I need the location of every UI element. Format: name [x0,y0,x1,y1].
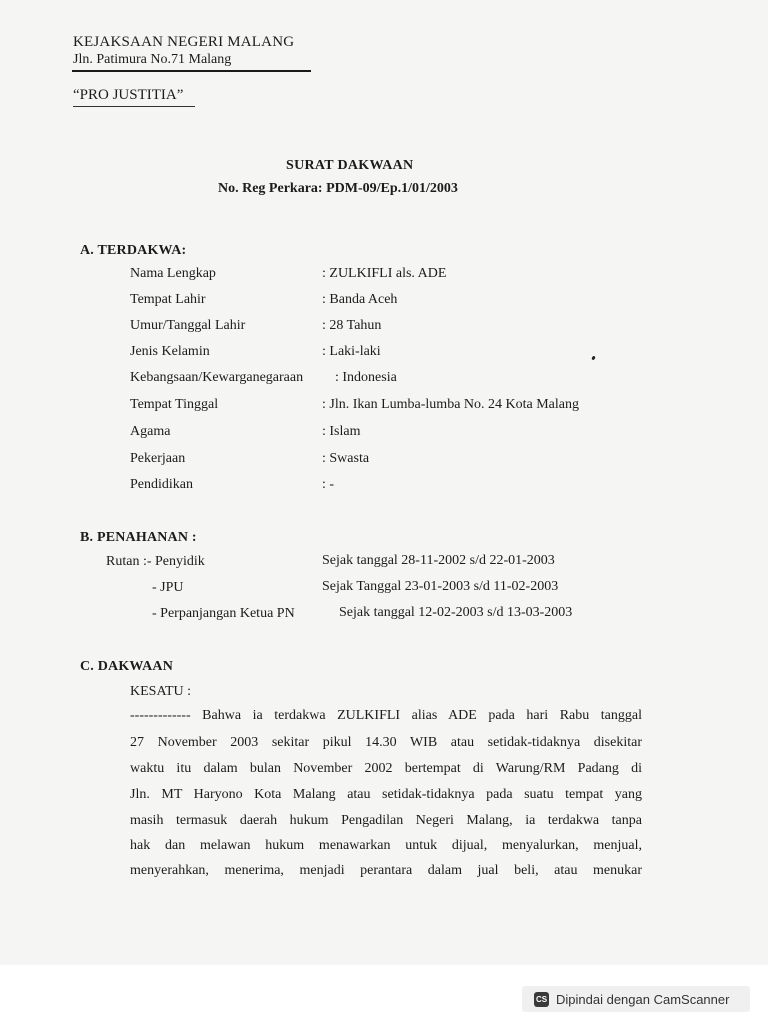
camscanner-text: Dipindai dengan CamScanner [556,991,730,1007]
field-value-tempat-tinggal: : Jln. Ikan Lumba-lumba No. 24 Kota Malang [322,397,580,412]
scan-speck [591,356,596,361]
indictment-line: hak dan melawan hukum menawarkan untuk dijual, menyalurkan, menjual, [130,838,642,853]
field-value-kebangsaan: : Indonesia [335,370,397,385]
field-value-jenis-kelamin: : Laki-laki [322,344,381,359]
field-label-pekerjaan: Pekerjaan [130,451,186,466]
field-value-agama: : Islam [322,424,361,439]
indictment-line: masih termasuk daerah hukum Pengadilan Negeri Malang, ia terdakwa tanpa [130,813,642,828]
field-value-nama: : ZULKIFLI als. ADE [322,266,447,281]
section-a-heading: A. TERDAKWA: [80,243,187,258]
detention-period-jpu: Sejak Tanggal 23-01-2003 s/d 11-02-2003 [322,579,559,594]
detention-label-jpu: - JPU [152,580,184,595]
section-b-heading: B. PENAHANAN : [80,530,197,545]
detention-period-penyidik: Sejak tanggal 28-11-2002 s/d 22-01-2003 [322,553,555,568]
camscanner-icon: CS [534,992,549,1007]
camscanner-watermark [522,986,750,1012]
pro-justitia-underline [73,106,195,107]
field-label-nama: Nama Lengkap [130,266,216,281]
detention-label-perpanjangan: - Perpanjangan Ketua PN [152,606,295,621]
field-label-jenis-kelamin: Jenis Kelamin [130,344,210,359]
field-label-pendidikan: Pendidikan [130,477,193,492]
field-value-umur: : 28 Tahun [322,318,382,333]
office-name: KEJAKSAAN NEGERI MALANG [73,34,295,50]
header-divider [72,70,311,72]
indictment-line: waktu itu dalam bulan November 2002 bertempat di Warung/RM Padang di [130,761,642,776]
field-value-pekerjaan: : Swasta [322,451,370,466]
indictment-line: ------------- Bahwa ia terdakwa ZULKIFLI alias ADE pada hari Rabu tanggal [130,708,642,723]
detention-period-perpanjangan: Sejak tanggal 12-02-2003 s/d 13-03-2003 [339,605,573,620]
indictment-line: Jln. MT Haryono Kota Malang atau setidak-tidaknya pada suatu tempat yang [130,787,642,802]
field-label-kebangsaan: Kebangsaan/Kewarganegaraan [130,370,304,385]
field-label-umur: Umur/Tanggal Lahir [130,318,246,333]
field-label-tempat-lahir: Tempat Lahir [130,292,206,307]
detention-label-penyidik: Rutan :- Penyidik [106,554,205,569]
field-label-tempat-tinggal: Tempat Tinggal [130,397,219,412]
field-value-tempat-lahir: : Banda Aceh [322,292,398,307]
indictment-line: 27 November 2003 sekitar pikul 14.30 WIB atau setidak-tidaknya disekitar [130,735,642,750]
section-c-subheading: KESATU : [130,684,192,699]
section-c-heading: C. DAKWAAN [80,659,173,674]
field-label-agama: Agama [130,424,171,439]
registration-number: No. Reg Perkara: PDM-09/Ep.1/01/2003 [218,181,458,196]
indictment-line: menyerahkan, menerima, menjadi perantara dalam jual beli, atau menukar [130,863,642,878]
pro-justitia: “PRO JUSTITIA” [73,87,184,103]
document-title: SURAT DAKWAAN [286,158,414,173]
field-value-pendidikan: : - [322,477,335,492]
office-address: Jln. Patimura No.71 Malang [73,52,232,67]
